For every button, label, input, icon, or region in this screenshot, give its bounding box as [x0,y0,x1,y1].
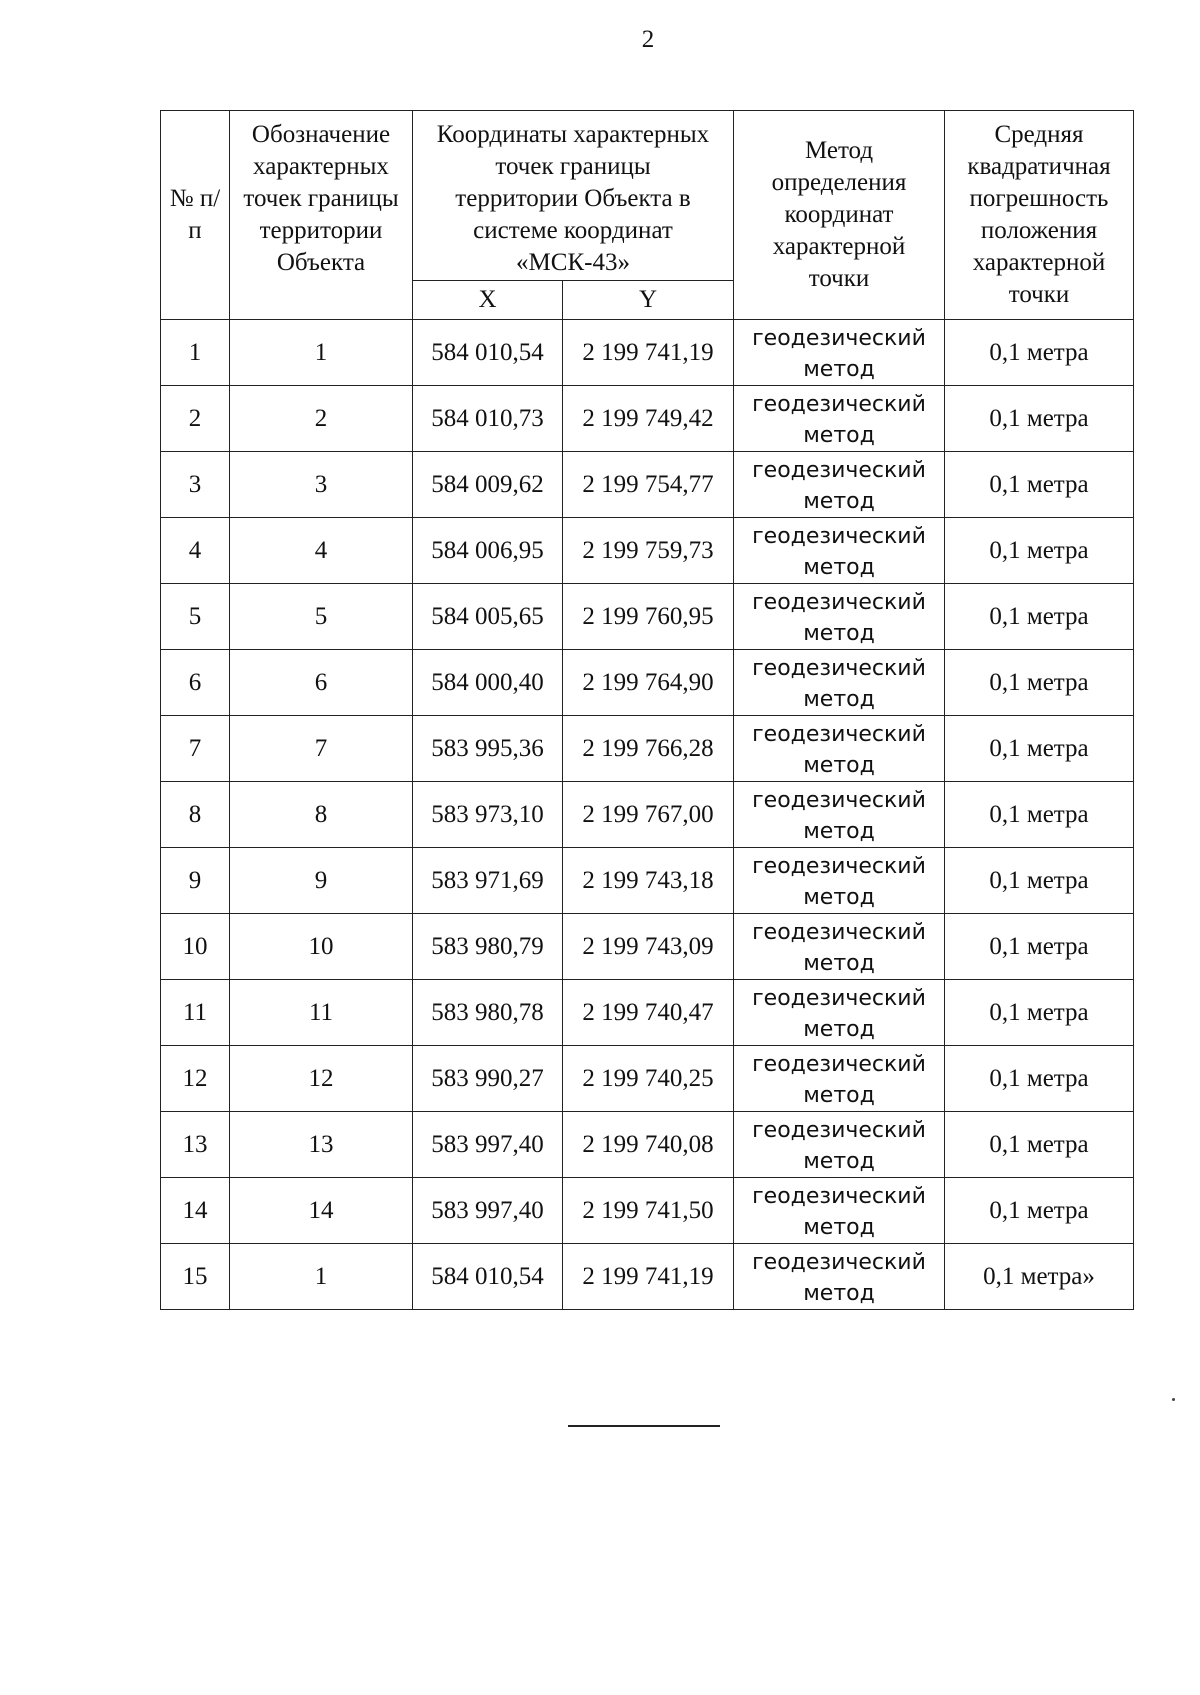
method-line: геодезический [752,787,926,813]
row-error: 0,1 метра [945,1112,1134,1178]
row-point: 3 [230,452,413,518]
method-line: метод [803,356,875,382]
header-coordinates: Координаты характерных точек границы территории Объекта в системе координат «МСК-43» [413,111,734,281]
row-error: 0,1 метра [945,650,1134,716]
table-row [161,848,1134,914]
header-num: № п/п [161,111,230,320]
table-row [161,980,1134,1046]
method-line: геодезический [752,721,926,747]
row-point: 5 [230,584,413,650]
row-error: 0,1 метра» [945,1244,1134,1310]
row-x: 584 010,54 [413,1244,563,1310]
method-line: метод [803,488,875,514]
row-y: 2 199 741,19 [563,1244,734,1310]
method-line: метод [803,1082,875,1108]
row-point: 8 [230,782,413,848]
row-y: 2 199 741,19 [563,320,734,386]
table-row [161,1046,1134,1112]
row-y: 2 199 759,73 [563,518,734,584]
row-method [734,914,945,980]
row-y: 2 199 749,42 [563,386,734,452]
row-x: 584 010,73 [413,386,563,452]
method-line: метод [803,1148,875,1174]
row-method [734,716,945,782]
method-line: геодезический [752,985,926,1011]
header-error: Средняя квадратичная погрешность положения характерной точки [945,111,1134,320]
row-method [734,1178,945,1244]
table-row [161,914,1134,980]
row-x: 584 006,95 [413,518,563,584]
row-y: 2 199 740,25 [563,1046,734,1112]
row-y: 2 199 740,47 [563,980,734,1046]
table-row [161,584,1134,650]
row-error: 0,1 метра [945,848,1134,914]
row-x: 583 980,78 [413,980,563,1046]
end-rule [568,1425,720,1427]
row-method [734,650,945,716]
row-num: 6 [161,650,230,716]
row-y: 2 199 743,18 [563,848,734,914]
method-line: геодезический [752,919,926,945]
row-num: 1 [161,320,230,386]
method-line: геодезический [752,1117,926,1143]
row-y: 2 199 740,08 [563,1112,734,1178]
row-point: 14 [230,1178,413,1244]
row-method [734,1046,945,1112]
row-num: 7 [161,716,230,782]
method-line: метод [803,950,875,976]
row-num: 2 [161,386,230,452]
row-method [734,452,945,518]
row-point: 4 [230,518,413,584]
row-error: 0,1 метра [945,980,1134,1046]
row-method [734,980,945,1046]
method-line: геодезический [752,325,926,351]
table-row [161,716,1134,782]
header-x: X [413,281,563,320]
row-x: 584 009,62 [413,452,563,518]
row-method [734,1112,945,1178]
row-num: 5 [161,584,230,650]
method-line: метод [803,1280,875,1306]
row-method [734,584,945,650]
row-x: 583 971,69 [413,848,563,914]
method-line: метод [803,1214,875,1240]
row-num: 13 [161,1112,230,1178]
method-line: метод [803,686,875,712]
method-line: геодезический [752,1249,926,1275]
page-number: 2 [641,26,655,53]
row-point: 9 [230,848,413,914]
method-line: метод [803,818,875,844]
row-error: 0,1 метра [945,320,1134,386]
row-error: 0,1 метра [945,782,1134,848]
method-line: геодезический [752,1051,926,1077]
method-line: геодезический [752,589,926,615]
row-num: 14 [161,1178,230,1244]
row-method [734,1244,945,1310]
row-point: 1 [230,1244,413,1310]
row-error: 0,1 метра [945,1178,1134,1244]
row-num: 3 [161,452,230,518]
row-error: 0,1 метра [945,584,1134,650]
row-num: 12 [161,1046,230,1112]
method-line: геодезический [752,853,926,879]
method-line: метод [803,620,875,646]
row-method [734,848,945,914]
table-row [161,1112,1134,1178]
table-row [161,650,1134,716]
table-row [161,386,1134,452]
method-line: геодезический [752,1183,926,1209]
row-error: 0,1 метра [945,518,1134,584]
row-method [734,386,945,452]
row-point: 2 [230,386,413,452]
table-row [161,1244,1134,1310]
method-line: геодезический [752,523,926,549]
row-num: 11 [161,980,230,1046]
row-x: 583 997,40 [413,1112,563,1178]
row-method [734,518,945,584]
row-point: 1 [230,320,413,386]
row-y: 2 199 767,00 [563,782,734,848]
row-point: 10 [230,914,413,980]
method-line: метод [803,884,875,910]
table-row [161,452,1134,518]
row-y: 2 199 764,90 [563,650,734,716]
row-y: 2 199 760,95 [563,584,734,650]
method-line: геодезический [752,457,926,483]
table-row [161,782,1134,848]
row-x: 584 000,40 [413,650,563,716]
row-point: 7 [230,716,413,782]
method-line: метод [803,1016,875,1042]
row-x: 583 990,27 [413,1046,563,1112]
row-error: 0,1 метра [945,716,1134,782]
row-y: 2 199 766,28 [563,716,734,782]
method-line: метод [803,752,875,778]
method-line: геодезический [752,655,926,681]
table-row [161,320,1134,386]
row-num: 8 [161,782,230,848]
row-x: 583 997,40 [413,1178,563,1244]
method-line: метод [803,554,875,580]
header-designation: Обозначение характерных точек границы территории Объекта [230,111,413,320]
row-x: 583 973,10 [413,782,563,848]
row-x: 583 980,79 [413,914,563,980]
row-point: 13 [230,1112,413,1178]
row-x: 584 005,65 [413,584,563,650]
method-line: геодезический [752,391,926,417]
row-num: 15 [161,1244,230,1310]
row-method [734,320,945,386]
row-y: 2 199 741,50 [563,1178,734,1244]
row-error: 0,1 метра [945,386,1134,452]
row-point: 11 [230,980,413,1046]
row-point: 6 [230,650,413,716]
table-row [161,1178,1134,1244]
row-error: 0,1 метра [945,914,1134,980]
scan-speck [1172,1398,1175,1401]
method-line: метод [803,422,875,448]
row-x: 584 010,54 [413,320,563,386]
row-method [734,782,945,848]
row-x: 583 995,36 [413,716,563,782]
row-error: 0,1 метра [945,1046,1134,1112]
row-y: 2 199 743,09 [563,914,734,980]
row-y: 2 199 754,77 [563,452,734,518]
row-point: 12 [230,1046,413,1112]
coordinates-table [160,110,1134,1310]
table-row [161,518,1134,584]
row-num: 9 [161,848,230,914]
header-method: Метод определения координат характерной точки [734,111,945,320]
row-num: 4 [161,518,230,584]
header-y: Y [563,281,734,320]
row-num: 10 [161,914,230,980]
row-error: 0,1 метра [945,452,1134,518]
